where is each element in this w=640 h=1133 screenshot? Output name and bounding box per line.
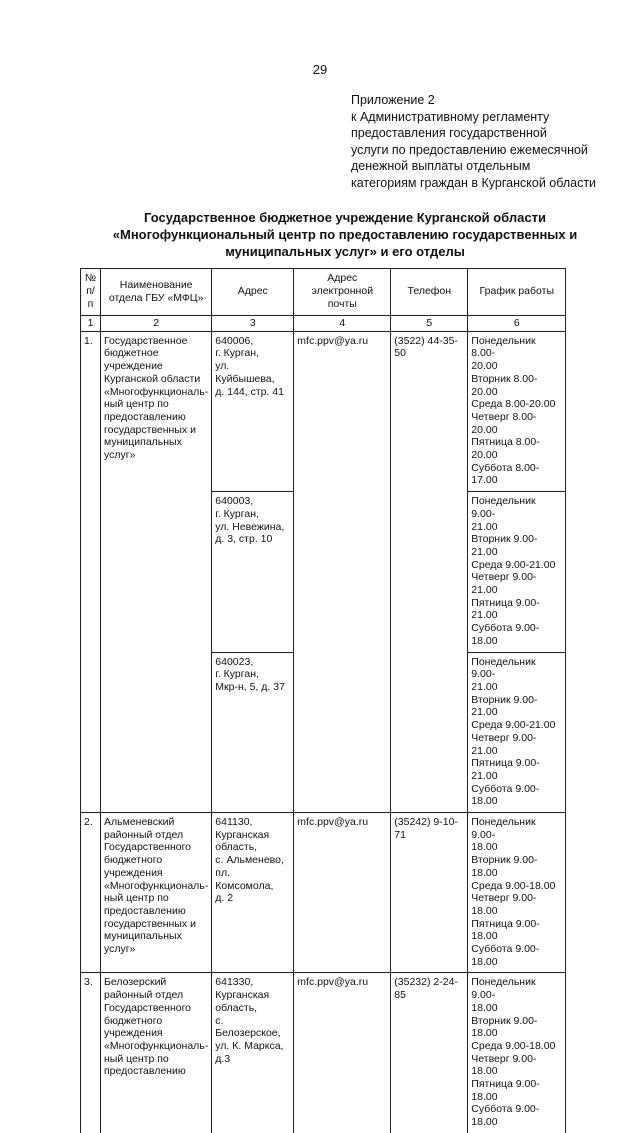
office-schedule: Понедельник 9.00- 21.00 Вторник 9.00-21.00 Среда 9.00-21.00 Четверг 9.00-21.00 Пятница 9.00-21.00 Суббота 9.00-18.00	[468, 492, 566, 652]
office-phone: (3522) 44-35- 50	[391, 331, 468, 812]
office-address: 640006, г. Курган, ул. Куйбышева, д. 144, стр. 41	[212, 331, 294, 491]
appendix-line: услуги по предоставлению ежемесячной	[351, 142, 588, 157]
table-header-row	[81, 269, 566, 316]
column-number: 1	[81, 316, 101, 332]
office-phone: (35232) 2-24- 85	[391, 973, 468, 1133]
appendix-line: категориям граждан в Курганской области	[351, 175, 597, 190]
office-schedule: Понедельник 9.00- 18.00 Вторник 9.00-18.00 Среда 9.00-18.00 Четверг 9.00-18.00 Пятница 9.00-18.00 Суббота 9.00-18.00	[468, 973, 566, 1133]
office-schedule: Понедельник 8.00- 20.00 Вторник 8.00-20.00 Среда 8.00-20.00 Четверг 8.00-20.00 Пятница 8.00-20.00 Суббота 8.00-17.00	[468, 331, 566, 491]
office-address: 640003, г. Курган, ул. Невежина, д. 3, стр. 10	[212, 492, 294, 652]
column-number: 4	[294, 316, 391, 332]
page-number: 29	[312, 62, 328, 77]
column-number: 5	[391, 316, 468, 332]
document-title: Государственное бюджетное учреждение Курганской области «Многофункциональный центр по предоставлению государственных и муниципальных услуг» и его отделы	[112, 210, 578, 259]
table-row	[81, 973, 566, 1133]
column-number-row	[81, 316, 566, 332]
office-email: mfc.ppv@ya.ru	[294, 813, 391, 973]
column-number: 6	[468, 316, 566, 332]
header-email: Адрес электронной почты	[294, 269, 391, 316]
row-number: 2.	[81, 813, 101, 973]
office-phone: (35242) 9-10- 71	[391, 813, 468, 973]
column-number: 3	[212, 316, 294, 332]
office-email: mfc.ppv@ya.ru	[294, 973, 391, 1133]
appendix-block	[351, 92, 621, 191]
office-email: mfc.ppv@ya.ru	[294, 331, 391, 812]
office-name: Государственное бюджетное учреждение Курганской области «Многофункциональ- ный центр по предоставлению государственных и муниципальных услуг»	[101, 331, 212, 812]
appendix-line: предоставления государственной	[351, 126, 547, 140]
table-row	[81, 331, 566, 491]
header-phone: Телефон	[391, 269, 468, 316]
appendix-line: к Административному регламенту	[351, 109, 550, 124]
row-number: 3.	[81, 973, 101, 1133]
appendix-line: денежной выплаты отдельным	[351, 159, 531, 173]
office-name: Белозерский районный отдел Государственного бюджетного учреждения «Многофункциональ- ный центр по предоставлению	[101, 973, 212, 1133]
office-schedule: Понедельник 9.00- 21.00 Вторник 9.00-21.00 Среда 9.00-21.00 Четверг 9.00-21.00 Пятница 9.00-21.00 Суббота 9.00-18.00	[468, 652, 566, 812]
header-number: № п/п	[81, 269, 101, 316]
office-address: 641130, Курганская область, с. Альменево, пл. Комсомола, д. 2	[212, 813, 294, 973]
appendix-title: Приложение 2	[351, 93, 435, 107]
office-address: 641330, Курганская область, с. Белозерское, ул. К. Маркса, д.3	[212, 973, 294, 1133]
header-office-name: Наименование отдела ГБУ «МФЦ»	[101, 269, 212, 316]
table-row	[81, 813, 566, 973]
header-schedule: График работы	[468, 269, 566, 316]
column-number: 2	[101, 316, 212, 332]
office-name: Альменевский районный отдел Государственного бюджетного учреждения «Многофункциональ- ный центр по предоставлению государственных и муниципальных услуг»	[101, 813, 212, 973]
header-address: Адрес	[212, 269, 294, 316]
office-address: 640023, г. Курган, Мкр-н, 5, д. 37	[212, 652, 294, 812]
offices-table	[80, 268, 566, 1133]
row-number: 1.	[81, 331, 101, 812]
office-schedule: Понедельник 9.00- 18.00 Вторник 9.00-18.00 Среда 9.00-18.00 Четверг 9.00-18.00 Пятница 9.00-18.00 Суббота 9.00-18.00	[468, 813, 566, 973]
